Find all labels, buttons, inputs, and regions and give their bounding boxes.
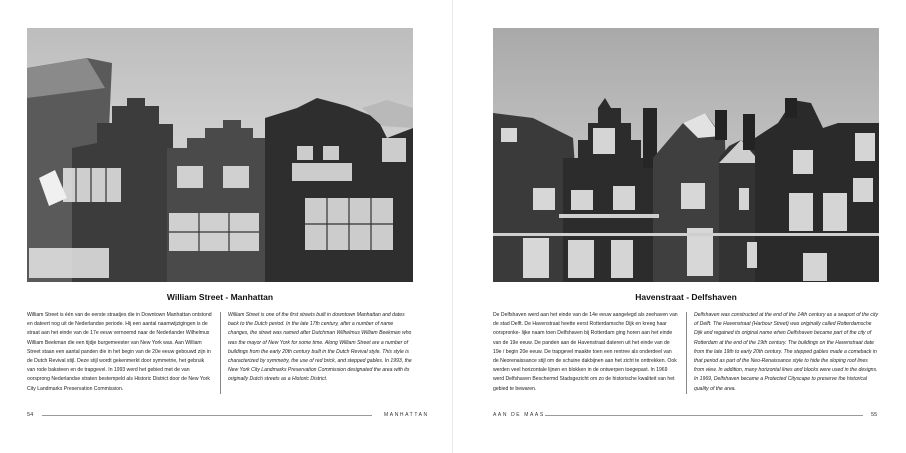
- photo-caption: Havenstraat - Delfshaven: [635, 292, 737, 302]
- body-text-english: Delfshaven was constructed at the end of the 14th century as a seaport of the city of Delft. The Havenstraat (Harbour Street) was originally called Rotterdamsche Dijk and regained its original name when Delfshaven became part of the city of Rotterdam at the end of the 19th century. The buildings on the Havenstraat date from the late 19th to early 20th century. The stepped gables made a comeback in that period as part of the Neo-Renaissance style to hide the sloping roof lines from view. In addition, many horizontal lines and blocks were used in the designs. In 1969, Delfshaven became a Protected Cityscape to preserve the historical quality of the area.: [694, 312, 879, 392]
- column-divider: [220, 312, 221, 394]
- footer-rule: [545, 415, 863, 416]
- body-text-english: William Street is one of the first streets built in downtown Manhattan and dates back to the Dutch period. In the late 17th century, after a number of name changes, the street was named after Dutchman Wilhelmus William Beekman who was the mayor of New York for some time. Along William Street are a number of buildings from the early 20th century built in the Dutch Revival style. This style is characterized by symmetry, the use of red brick, and stepped gables. In 1993, the New York City Landmarks Preservation Commission designated the area with its originally Dutch streets as a Historic District.: [228, 312, 412, 383]
- running-head: MANHATTAN: [384, 412, 429, 418]
- photo-havenstraat: [493, 28, 879, 282]
- page-number: 54: [27, 412, 34, 418]
- column-divider: [686, 312, 687, 394]
- body-text-dutch: William Street is één van de eerste straatjes die in Downtown Manhattan ontstond en dateert nog uit de Nederlandse periode. Hij een aantal naamwijzigingen is de straat aan het einde van de 17e eeuw vernoemd naar de Nederlander Wilhelmus William Beekman die een tijdje burgemeester van New York was. Aan William Street staan een aantal panden die in het begin van de 20e eeuw gebouwd zijn in de Dutch Revival stijl. Deze stijl wordt gekenmerkt door symmetrie, het gebruik van rode baksteen en de trapgevel. In 1993 werd het gebied met de van oorsprong Nederlandse straten bestempeld als Historic District door de New York City Landmarks Preservation Commission.: [27, 312, 212, 392]
- body-text-dutch: De Delfshaven werd aan het einde van de 14e eeuw aangelegd als zeehaven van de stad Delft. De Havenstraat heette eerst Rotterdamsche Dijk en kreeg haar oorspronke- lijke naam toen Delfshaven bij Rotterdam ging horen aan het einde van de 19e eeuw. De panden aan de Havenstraat dateren uit het einde van de 19e / begin 20e eeuw. De trapgevel maakte toen een rentree als onderdeel van de Neorenaissance stijl om de schuine dakbijnen aan het zicht te onttrekken. Ook werden veel horizontale lijnen en blokken in de ontwerpen toegepast. In 1969 werd Delfshaven Beschermd Stadsgezicht om zo de historische kwaliteit van het gebied te bewaren.: [493, 312, 678, 392]
- photo-william-street: [27, 28, 413, 282]
- photo-caption: William Street - Manhattan: [166, 292, 274, 302]
- footer-rule: [42, 415, 372, 416]
- right-page: [453, 0, 906, 453]
- running-head: AAN DE MAAS: [493, 412, 545, 418]
- page-number: 55: [871, 412, 878, 418]
